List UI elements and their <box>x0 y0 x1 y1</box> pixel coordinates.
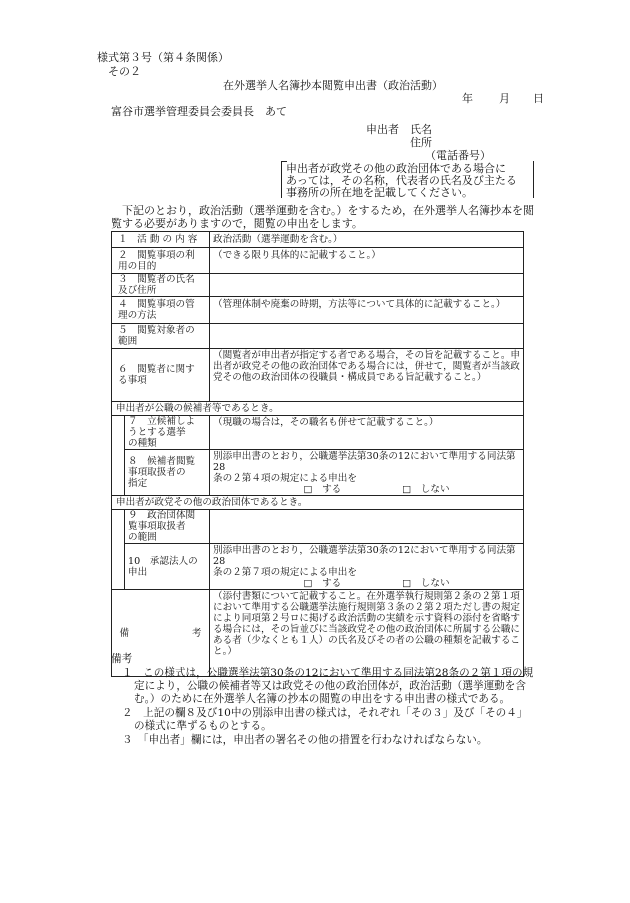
remarks-label-a: 備 <box>119 627 130 639</box>
party-handler-label: ９ 政治団体閲 覧事項取扱者 の範囲 <box>125 510 210 544</box>
candidate-section-heading: 申出者が公職の候補者等であるとき。 <box>112 402 524 416</box>
approved-corp-check-dont[interactable]: □ しない <box>402 578 450 589</box>
viewer-name-value[interactable] <box>210 274 524 297</box>
activity-label: １ 活 動 の 内 容 <box>112 232 210 248</box>
applicant-note-line-3: 事務所の所在地を記載してください。 <box>286 186 473 199</box>
approved-corp-label: 10 承認法人の 申出 <box>125 544 210 590</box>
row-candidate-handler <box>112 450 524 496</box>
applicant-label: 申出者 <box>366 123 399 136</box>
row-remarks <box>112 590 524 677</box>
remarks-value[interactable]: （添付書類について記載すること。在外選挙執行規則第２条の２第１項 において準用する公職選挙法施行規則第３条の２第２項ただし書の規定 により同項第２号ロに掲げる政治活動の実績を示す資料の添付を省略す る場合には，その旨並びに当該政党その他の政治団体に所属する公職に ある者（少なくとも１人）の氏名及びその者の公職の種類を記載するこ と。） <box>210 590 524 677</box>
party-handler-value[interactable] <box>210 510 524 544</box>
approved-corp-check-do[interactable]: □ する <box>303 578 342 589</box>
note-1-line-2: 定により，公職の候補者等又は政党その他の政治団体が，政治活動（選挙運動を含 <box>134 680 526 692</box>
approved-corp-checks <box>213 578 520 589</box>
notes-heading: 備考 <box>111 653 133 665</box>
row-election-type <box>112 416 524 450</box>
applicant-address-label: 住所 <box>410 136 432 149</box>
row-purpose <box>112 248 524 274</box>
row-approved-corp <box>112 544 524 590</box>
row-scope <box>112 324 524 349</box>
row-viewer-name <box>112 274 524 297</box>
candidate-handler-check-dont[interactable]: □ しない <box>402 484 450 495</box>
viewer-info-value[interactable]: （閲覧者が申出者が指定する者である場合，その旨を記載すること。申 出者が政党その他の政治団体である場合には，併せて，閲覧者が当該政 党その他の政治団体の役職員・構成員である旨記載すること。） <box>210 349 524 402</box>
scope-value[interactable] <box>210 324 524 349</box>
row-management <box>112 297 524 324</box>
viewer-name-label: ３ 閲覧者の氏名 及び住所 <box>112 274 210 297</box>
candidate-handler-text: 別添申出書のとおり，公職選挙法第30条の12において準用する同法第28 条の２第４項の規定による申出を <box>213 451 516 484</box>
intro-line-2: 覧する必要がありますので，閲覧の申出をします。 <box>111 217 363 230</box>
candidate-handler-value <box>210 450 524 496</box>
form-number: 様式第３号（第４条関係） <box>97 51 229 64</box>
scope-label: ５ 閲覧対象者の 範囲 <box>112 324 210 349</box>
approved-corp-value <box>210 544 524 590</box>
remarks-label-b: 考 <box>191 627 202 639</box>
election-type-value[interactable]: （現職の場合は，その職名も併せて記載すること。） <box>210 416 524 450</box>
date-month: 月 <box>499 92 510 105</box>
applicant-note-line-1: 申出者が政党その他の政治団体である場合に <box>286 162 506 175</box>
candidate-handler-check-do[interactable]: □ する <box>303 484 342 495</box>
application-table <box>111 231 524 677</box>
applicant-name-label: 氏名 <box>410 123 432 136</box>
date-year: 年 <box>462 92 473 105</box>
party-section-heading: 申出者が政党その他の政治団体であるとき。 <box>112 496 524 510</box>
management-label: ４ 閲覧事項の管 理の方法 <box>112 297 210 324</box>
viewer-info-label: ６ 閲覧者に関す る事項 <box>112 349 210 402</box>
row-viewer-info <box>112 349 524 402</box>
note-2-line-2: の様式に準ずるものとする。 <box>134 720 272 732</box>
addressee: 富谷市選挙管理委員会委員長 あて <box>111 105 287 118</box>
candidate-handler-label: ８ 候補者閲覧 事項取扱者の 指定 <box>125 450 210 496</box>
election-type-label: ７ 立候補しよ うとする選挙 の種類 <box>125 416 210 450</box>
activity-value: 政治活動（選挙運動を含む。） <box>210 232 524 248</box>
approved-corp-text: 別添申出書のとおり，公職選挙法第30条の12において準用する同法第28 条の２第７項の規定による申出を <box>213 545 516 578</box>
applicant-phone-label: （電話番号） <box>425 149 491 162</box>
row-party-handler <box>112 510 524 544</box>
purpose-value[interactable]: （できる限り具体的に記載すること。） <box>210 248 524 274</box>
date-day: 日 <box>533 92 544 105</box>
note-1-line-3: む。）のために在外選挙人名簿の抄本の閲覧の申出をする申出書の様式である。 <box>134 693 511 705</box>
note-3-line-1: ３ 「申出者」欄には，申出者の署名その他の措置を行わなければならない。 <box>122 734 488 746</box>
candidate-handler-checks <box>213 484 520 495</box>
purpose-label: ２ 閲覧事項の利 用の目的 <box>112 248 210 274</box>
applicant-note-line-2: あっては，その名称，代表者の氏名及び主たる <box>286 174 517 187</box>
form-sub-number: その２ <box>108 65 141 78</box>
form-title: 在外選挙人名簿抄本閲覧申出書（政治活動） <box>223 79 443 92</box>
intro-line-1: 下記のとおり，政治活動（選挙運動を含む。）をするため，在外選挙人名簿抄本を閲 <box>122 204 535 217</box>
note-2-line-1: ２ 上記の欄８及び10中の別添申出書の様式は，それぞれ「その３」及び「その４」 <box>122 707 528 719</box>
row-activity <box>112 232 524 248</box>
row-candidate-section <box>112 402 524 416</box>
note-1-line-1: １ この様式は，公職選挙法第30条の12において準用する同法第28条の２第１項の規 <box>122 667 534 679</box>
management-value[interactable]: （管理体制や廃棄の時期，方法等について具体的に記載すること。） <box>210 297 524 324</box>
row-party-section <box>112 496 524 510</box>
